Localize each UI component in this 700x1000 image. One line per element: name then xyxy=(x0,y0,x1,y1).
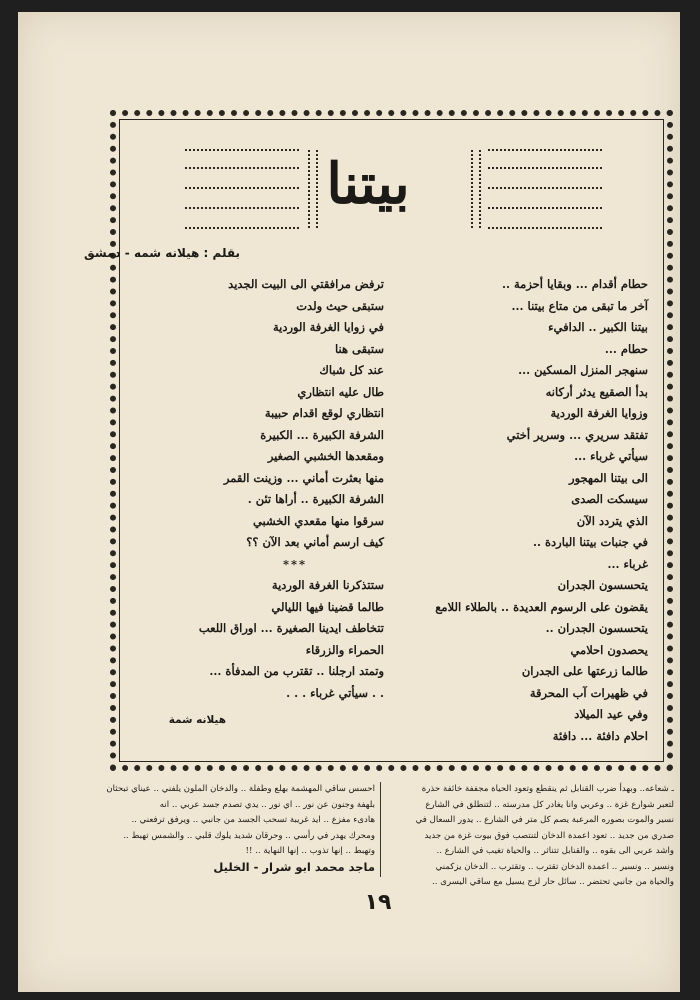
text-line: في ظهيرات آب المحرقة xyxy=(529,685,648,700)
text-line: صدري من جديد .. تعود اعمدة الدخان لتنتصب فوق بيوت غزة من جديد xyxy=(424,830,674,841)
poem-signature: هيلانه شمة xyxy=(168,714,226,726)
text-line: هادىء مفزع .. ايد غريبة تسحب الجسد من جانبي .. ويرفق ترفعني .. xyxy=(131,815,375,825)
text-line: حطام ... xyxy=(604,341,648,356)
text-line: الشرفة الكبيرة .. أراها تئن . xyxy=(247,492,384,506)
text-line: طال عليه انتظاري xyxy=(297,384,384,399)
text-line: في جنبات بيتنا الباردة .. xyxy=(533,535,648,549)
text-line: حطام أقدام ... وبقايا أحزمة .. xyxy=(501,277,648,291)
text-line: يحصدون احلامي xyxy=(570,642,648,657)
text-line: سرقوا منها مقعدي الخشبي xyxy=(252,513,384,528)
text-line: وفي عيد الميلاد xyxy=(574,707,648,721)
text-line: ومحرك يهدر في رأسي .. وحرقان شديد يلوك قلبي .. والشمس تهبط .. xyxy=(123,830,375,841)
text-line: طالما قضينا فيها الليالي xyxy=(271,599,384,614)
text-line: والحياة من جانبي تحتضر .. سائل حار لزج يسيل مع ساقي اليسرى .. xyxy=(432,877,674,887)
poem-column-right xyxy=(410,274,648,747)
text-line: لتعبر شوارع غزة .. وعربي وانا يغادر كل مدرسته .. لتنطلق في الشارع xyxy=(425,799,674,810)
text-line: ستبقى هنا xyxy=(334,341,384,356)
text-line: غرباء ... xyxy=(607,556,648,571)
text-line: بدأ الصقيع يدثر أركانه xyxy=(545,384,648,399)
text-line: انتظاري لوقع اقدام حبيبة xyxy=(264,406,384,420)
text-line: ستتذكرنا الغرفة الوردية xyxy=(271,578,384,592)
text-line: وزوايا الغرفة الوردية xyxy=(550,406,648,420)
text-line: يقضون على الرسوم العديدة .. بالطلاء اللامع xyxy=(435,599,648,614)
byline: بقلم : هيلانه شمه - دمشق xyxy=(84,246,240,260)
text-line: كيف ارسم أماني بعد الآن ؟؟ xyxy=(246,535,384,549)
text-line: ستبقى حيث ولدت xyxy=(296,298,384,313)
text-line: احلام دافئة ... دافئة xyxy=(552,728,648,743)
text-line: تفتقد سريري ... وسرير أختي xyxy=(506,427,648,442)
text-line: يتحسسون الجدران xyxy=(557,578,648,592)
text-line: بيتنا الكبير .. الدافيء xyxy=(548,320,648,334)
text-line: بلهفة وجنون عن نور .. اي نور .. يدي تصدم جسد عربي .. انه xyxy=(159,799,375,810)
text-line: *** xyxy=(282,556,308,571)
magazine-page xyxy=(18,12,680,992)
text-line: يتحسسون الجدران .. xyxy=(545,621,648,635)
text-line: الحمراء والزرقاء xyxy=(305,642,384,657)
text-line: احسس ساقي المهشمة بهلع وطفلة .. والدخان الملون يلفني .. عيناي تبحثان xyxy=(106,784,375,794)
text-line: ترفض مرافقتي الى البيت الجديد xyxy=(228,277,384,291)
text-line: الى بيتنا المهجور xyxy=(569,470,648,485)
text-line: سيسكت الصدى xyxy=(571,492,648,506)
text-line: ونسير .. ونسير .. اعمدة الدخان تقترب .. وتقترب .. الدخان يزكمني xyxy=(435,861,674,872)
text-line: سيأتي غرباء ... xyxy=(574,449,648,463)
text-line: منها بعثرت أماني ... وزينت القمر xyxy=(223,470,384,485)
poem-column-left xyxy=(136,274,384,704)
page-number: ١٩ xyxy=(364,890,392,915)
text-line: الشرفة الكبيرة ... الكبيرة xyxy=(260,427,384,442)
title-ornament-right xyxy=(466,148,606,232)
text-line: آخر ما تبقى من متاع بيتنا ... xyxy=(511,298,648,313)
text-line: سنهجر المنزل المسكين ... xyxy=(518,363,648,377)
text-line: واشد عربي الى بقوه .. والقنابل تتناثر .. والحياة تغيب في الشارع .. xyxy=(436,846,674,856)
text-line: وتهبط .. إنها تذوب .. إنها النهاية .. !! xyxy=(245,846,375,856)
footer-text-right xyxy=(386,782,674,891)
text-line: ـ شعاعه.. وبهدأ ضرب القنابل ثم ينقطع وتعود الحياة مجففة خائفة حذرة xyxy=(421,784,674,794)
article-title: بيتنا xyxy=(326,151,410,217)
text-line: تتخاطف ايدينا الصغيرة ... اوراق اللعب xyxy=(198,621,384,635)
text-line: في زوايا الغرفة الوردية xyxy=(272,320,384,334)
text-line: . . سيأتي غرباء . . . xyxy=(286,685,384,700)
text-line: وتمتد ارجلنا .. تقترب من المدفأة ... xyxy=(209,664,384,678)
text-line: الذي يتردد الآن xyxy=(576,513,648,528)
footer-divider xyxy=(380,782,381,877)
text-line: طالما زرعتها على الجدران xyxy=(521,664,648,678)
footer-text-left xyxy=(90,782,375,860)
text-line: نسير والموت بصوره المرعبة يصم كل متر في الشارع .. يدور السعال في xyxy=(415,815,674,825)
text-line: عند كل شباك xyxy=(319,363,384,377)
footer-author: ماجد محمد ابو شرار - الخليل xyxy=(213,860,375,874)
text-line: ومقعدها الخشبي الصغير xyxy=(267,449,384,463)
